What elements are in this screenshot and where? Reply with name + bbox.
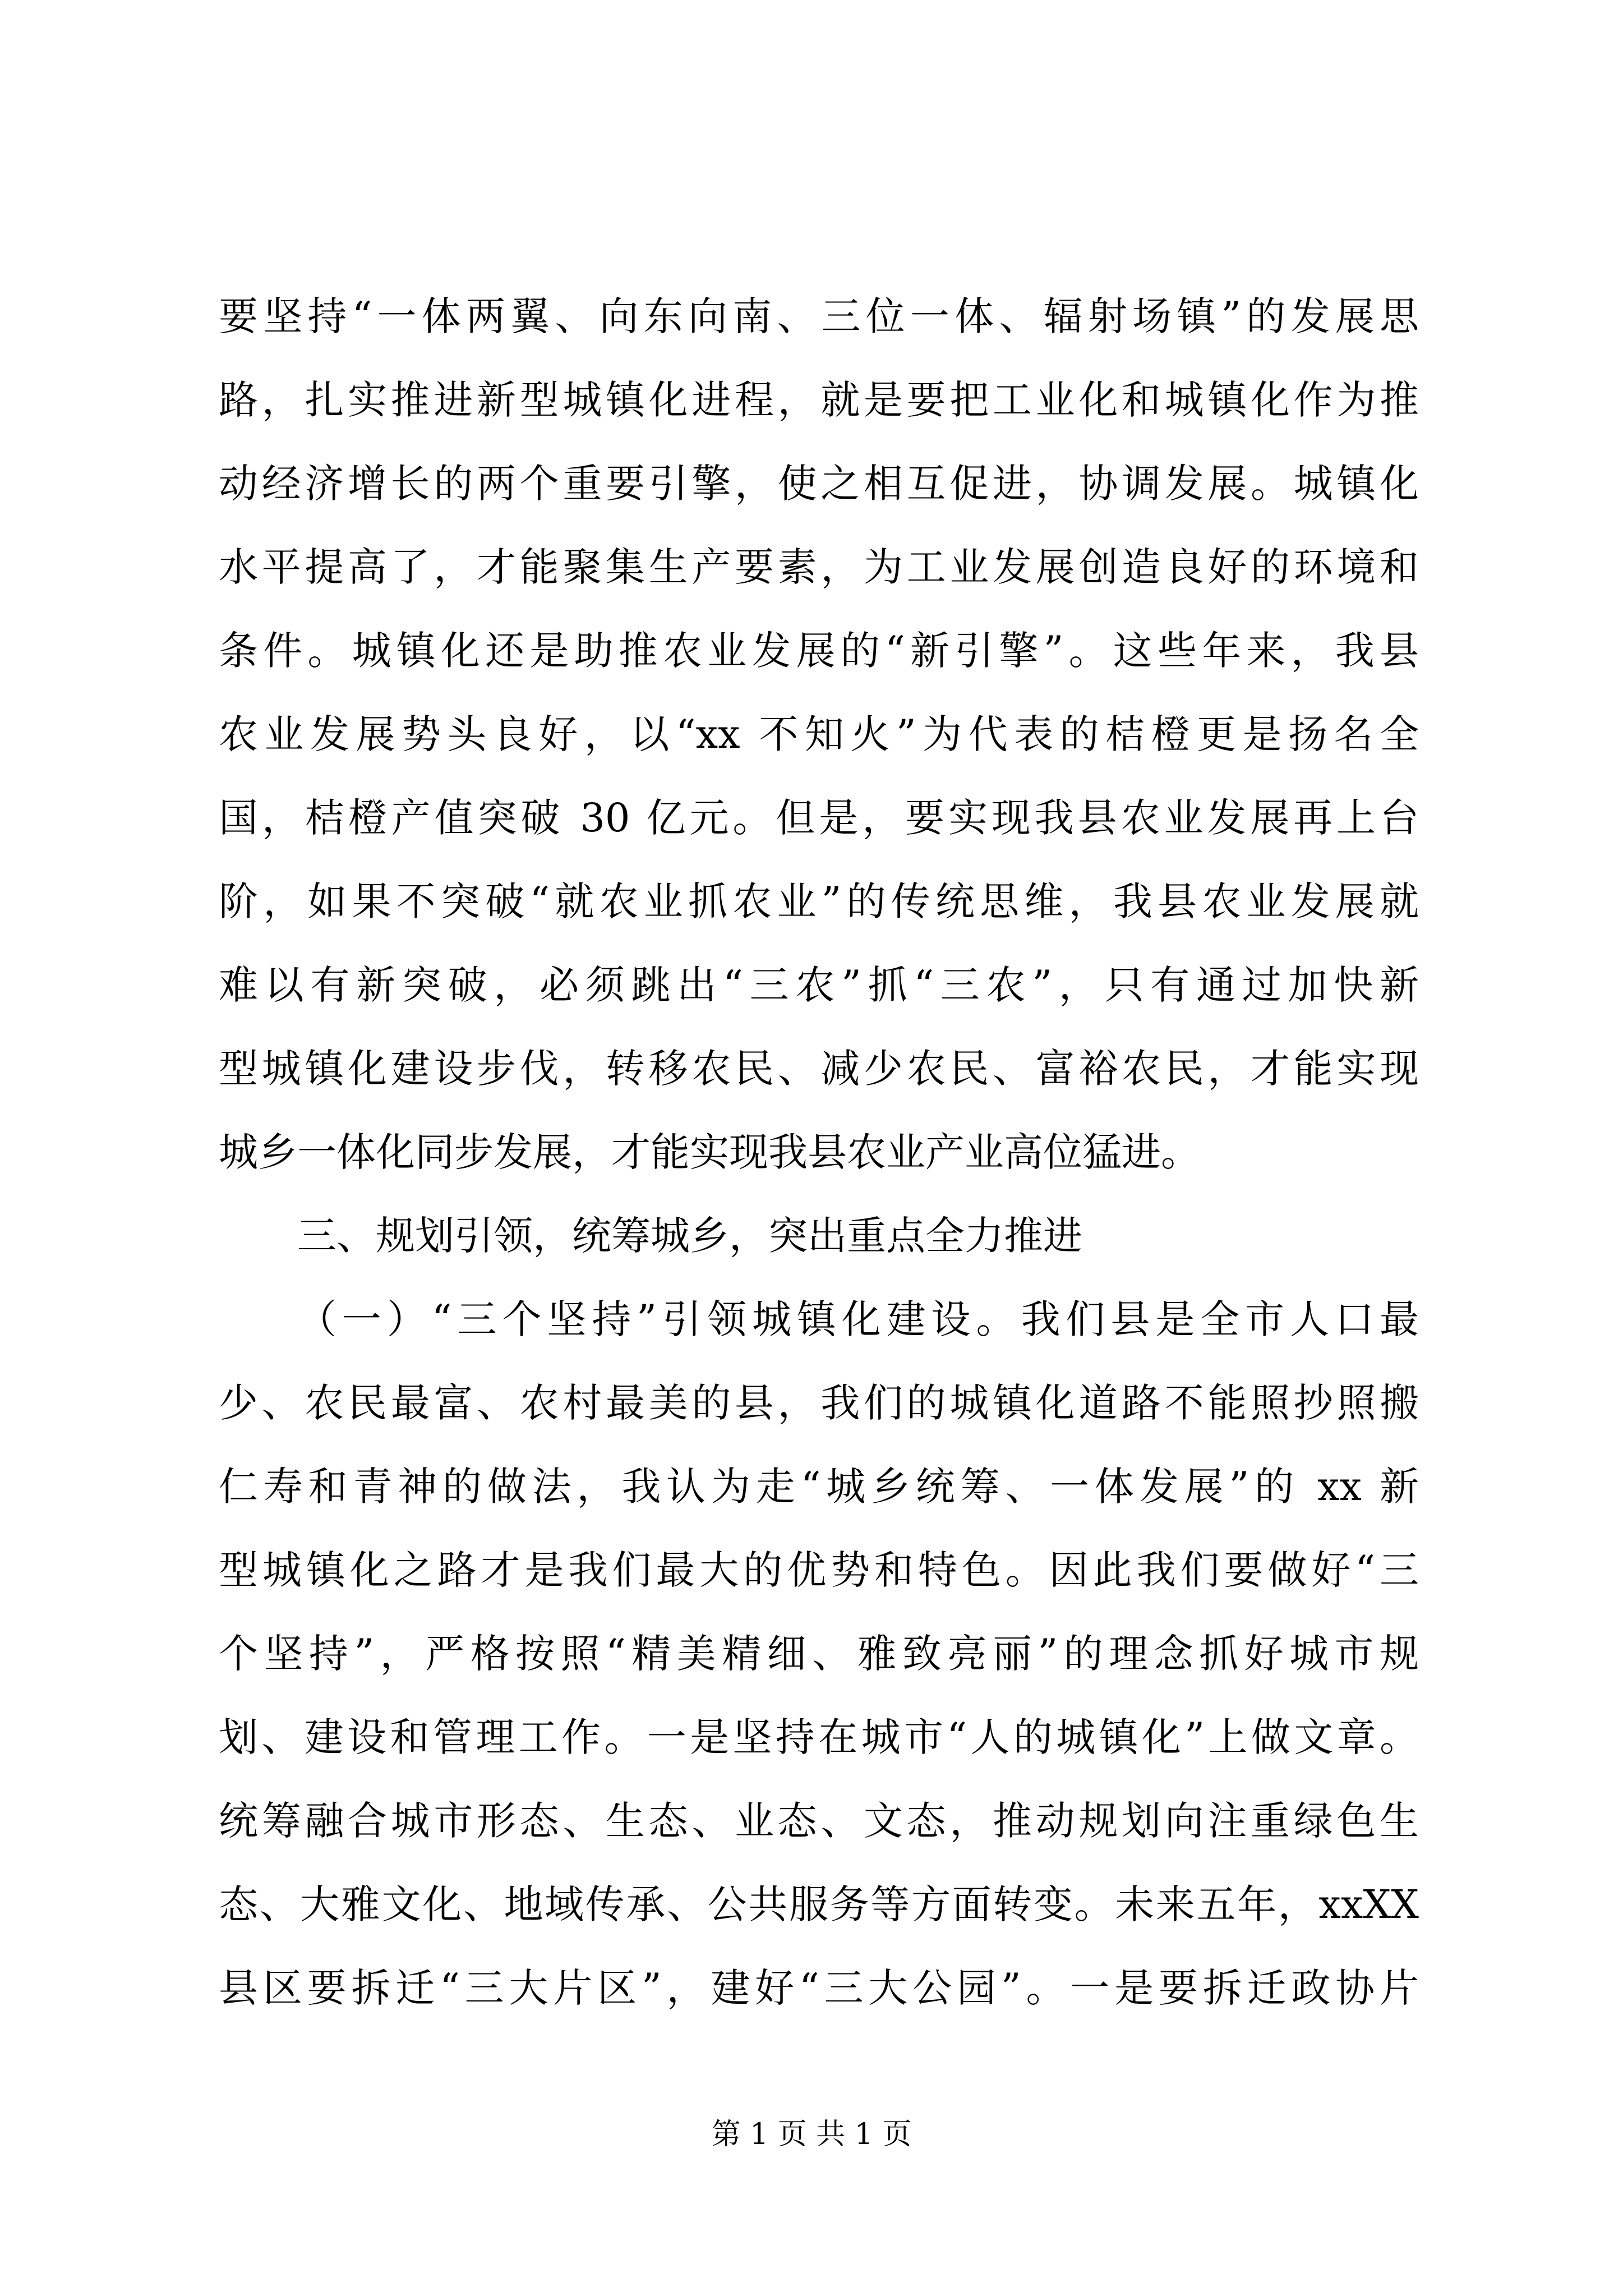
text-line: 水平提高了，才能聚集生产要素，为工业发展创造良好的环境和	[219, 544, 1419, 590]
text-line: 路，扎实推进新型城镇化进程，就是要把工业化和城镇化作为推	[219, 377, 1419, 423]
text-line: 城乡一体化同步发展，才能实现我县农业产业高位猛进。	[219, 1129, 1200, 1175]
text-line: 仁寿和青神的做法，我认为走“城乡统筹、一体发展”的 xx 新	[219, 1464, 1419, 1510]
text-line: 统筹融合城市形态、生态、业态、文态，推动规划向注重绿色生	[219, 1798, 1419, 1844]
text-line: 要坚持“一体两翼、向东向南、三位一体、辐射场镇”的发展思	[219, 293, 1419, 339]
subsection-heading-line: （一）“三个坚持”引领城镇化建设。我们县是全市人口最	[297, 1296, 1419, 1342]
section-heading: 三、规划引领，统筹城乡，突出重点全力推进	[297, 1213, 1082, 1259]
text-line: 县区要拆迁“三大片区”，建好“三大公园”。一是要拆迁政协片	[219, 1965, 1419, 2011]
text-line: 难以有新突破，必须跳出“三农”抓“三农”，只有通过加快新	[219, 962, 1419, 1008]
text-line: 划、建设和管理工作。一是坚持在城市“人的城镇化”上做文章。	[219, 1714, 1419, 1760]
text-line: 个坚持”，严格按照“精美精细、雅致亮丽”的理念抓好城市规	[219, 1631, 1419, 1677]
text-line: 阶，如果不突破“就农业抓农业”的传统思维，我县农业发展就	[219, 878, 1419, 924]
text-line: 型城镇化之路才是我们最大的优势和特色。因此我们要做好“三	[219, 1547, 1419, 1593]
text-line: 型城镇化建设步伐，转移农民、减少农民、富裕农民，才能实现	[219, 1046, 1419, 1092]
text-line: 国，桔橙产值突破 30 亿元。但是，要实现我县农业发展再上台	[219, 795, 1419, 841]
text-line: 条件。城镇化还是助推农业发展的“新引擎”。这些年来，我县	[219, 628, 1419, 674]
page-number: 第 1 页 共 1 页	[711, 2118, 912, 2151]
text-line: 农业发展势头良好，以“xx 不知火”为代表的桔橙更是扬名全	[219, 711, 1419, 757]
text-line: 态、大雅文化、地域传承、公共服务等方面转变。未来五年，xxXX	[219, 1881, 1419, 1927]
page-footer	[0, 2115, 1623, 2154]
document-body	[219, 275, 1419, 2030]
text-line: 少、农民最富、农村最美的县，我们的城镇化道路不能照抄照搬	[219, 1380, 1419, 1426]
text-line: 动经济增长的两个重要引擎，使之相互促进，协调发展。城镇化	[219, 461, 1419, 507]
